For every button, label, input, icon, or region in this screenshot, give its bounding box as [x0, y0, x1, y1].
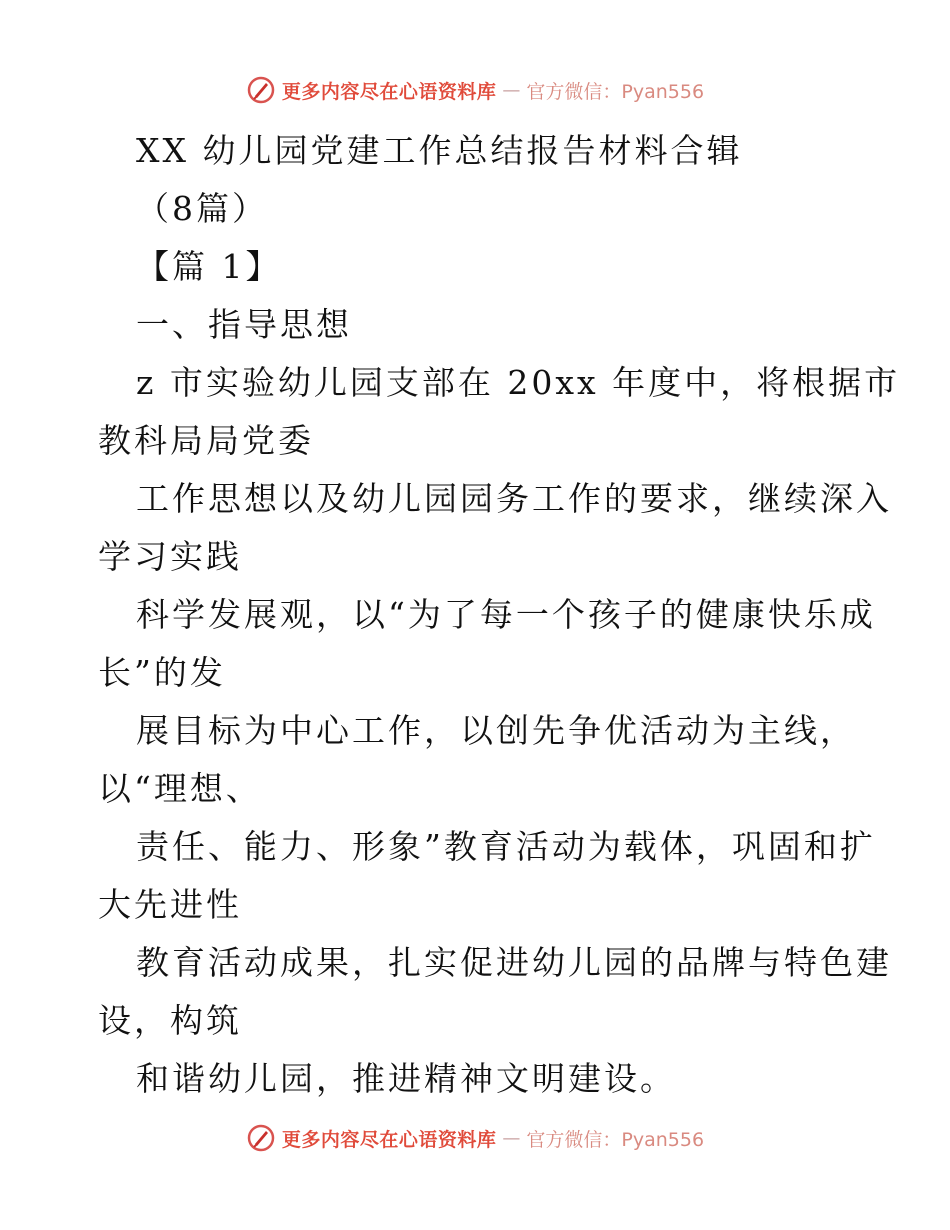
section-label: 【篇 1】 — [136, 247, 282, 286]
paragraph-line: 教育活动成果，扎实促进幼儿园的品牌与特色建 — [136, 943, 892, 982]
paragraph-line: 以“理想、 — [98, 769, 262, 808]
watermark-dash: — — [502, 1127, 521, 1149]
paragraph-line: 科学发展观，以“为了每一个孩子的健康快乐成 — [136, 595, 876, 634]
paragraph-line: 责任、能力、形象”教育活动为载体，巩固和扩 — [136, 827, 876, 866]
paragraph-line: 学习实践 — [98, 537, 242, 576]
watermark-contact-text: 官方微信：Pyan556 — [526, 80, 705, 103]
paragraph-line: 大先进性 — [98, 885, 242, 924]
paragraph-line: 长”的发 — [98, 653, 226, 692]
watermark-site-text: 更多内容尽在心语资料库 — [281, 80, 497, 103]
paragraph-line: 工作思想以及幼儿园园务工作的要求，继续深入 — [136, 479, 892, 518]
section-heading: 一、指导思想 — [136, 305, 352, 344]
paragraph-line: 展目标为中心工作，以创先争优活动为主线， — [136, 711, 856, 750]
quill-logo-icon — [246, 1123, 276, 1153]
paragraph-line: 和谐幼儿园，推进精神文明建设。 — [136, 1059, 676, 1098]
document-body — [98, 122, 901, 1108]
quill-logo-icon — [246, 75, 276, 105]
paragraph-line: 教科局局党委 — [98, 421, 314, 460]
watermark-header — [0, 70, 950, 110]
watermark-dash: — — [502, 79, 521, 101]
watermark-contact-text: 官方微信：Pyan556 — [526, 1128, 705, 1151]
document-title-line-2: （8篇） — [136, 189, 268, 228]
watermark-footer — [0, 1118, 950, 1158]
paragraph-line: z 市实验幼儿园支部在 20xx 年度中，将根据市 — [136, 363, 901, 402]
document-title-line-1: XX 幼儿园党建工作总结报告材料合辑 — [136, 131, 743, 170]
paragraph-line: 设，构筑 — [98, 1001, 242, 1040]
watermark-site-text: 更多内容尽在心语资料库 — [281, 1128, 497, 1151]
